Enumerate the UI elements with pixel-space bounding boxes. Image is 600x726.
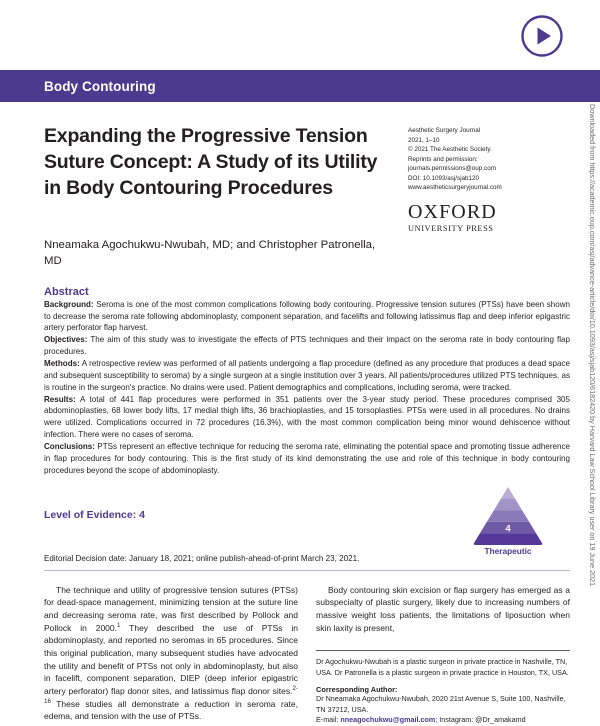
journal-copyright: © 2021 The Aesthetic Society. [408, 146, 492, 154]
intro-text-end: These studies all demonstrate a reduction in seroma rate, edema, and tension with the use of PTSs. [44, 698, 298, 722]
oup-logo-main: OXFORD [408, 200, 497, 223]
journal-volume: 2021, 1–10 [408, 136, 440, 144]
oup-logo-sub: UNIVERSITY PRESS [408, 223, 494, 233]
abstract-background-label: Background: [44, 299, 94, 309]
body-left-column [44, 584, 298, 726]
abstract-section [0, 270, 600, 477]
intro-text-pre: The technique and utility of progressive tension sutures (PTSs) for dead-space management, minimizing tension at the suture line and decreasing seroma rate, was first described by Pollock and Pollock in 2000. [44, 584, 298, 633]
abstract-objectives [44, 334, 570, 358]
abstract-methods-label: Methods: [44, 359, 80, 368]
intro-paragraph-left [44, 584, 298, 723]
abstract-background [44, 299, 570, 335]
abstract-heading: Abstract [44, 285, 89, 298]
intro-paragraph-right: Body contouring skin excision or flap surgery has emerged as a subspecialty of plastic surgery, likely due to increasing numbers of massive weight loss patients, the limitations of liposuction when skin laxity is present, [316, 584, 570, 633]
abstract-objectives-label: Objectives: [44, 335, 88, 345]
journal-meta-column [394, 124, 570, 270]
journal-permissions-email: journals.permissions@oup.com [408, 165, 496, 173]
journal-website: www.aestheticsurgeryjournal.com [408, 184, 502, 192]
journal-reprints-label: Reprints and permission: [408, 155, 478, 163]
citation-ref-1[interactable]: 1 [117, 621, 121, 629]
section-banner [0, 70, 600, 102]
level-of-evidence-row [0, 494, 600, 554]
abstract-results-text: A total of 441 flap procedures were performed in 351 patients over the 3-year study period. These procedures comprised 305 abdominoplasties, 68 lower body lifts, 17 medial thigh lifts, 36 brachioplasties, and 15 torsoplasties. PTSs were used in all procedures. No drains were utilized. Complications occurred in 72 procedures (16.3%), with the most common complication being minor wound dehiscence without infection. There were no cases of seroma. [44, 394, 570, 440]
abstract-conclusions [44, 441, 570, 477]
author-list: Nneamaka Agochukwu-Nwubah, MD; and Christopher Patronella, MD [44, 238, 376, 267]
page-title: Expanding the Progressive Tension Suture Concept: A Study of its Utility in Body Contouring Procedures [44, 125, 378, 199]
email-link[interactable]: nneagochukwu@gmail.com [340, 715, 436, 725]
abstract-objectives-text: The aim of this study was to investigate the effects of PTS techniques and their impact on the seroma rate in body contouring flap procedures. [44, 335, 571, 357]
footnote-box [316, 650, 570, 726]
body-right-column [316, 584, 570, 726]
level-of-evidence-label: Level of Evidence: 4 [44, 508, 145, 521]
abstract-background-text: Seroma is one of the most common complications following body contouring. Progressive tension sutures (PTSs) have been shown to decrease the seroma rate following abdominoplasty, component separation, and facelifts and following latissimus flap and deep inferior epigastric artery perforator flap harvest. [44, 299, 570, 333]
corresponding-author-label: Corresponding Author: [316, 685, 398, 695]
evidence-pyramid-caption: Therapeutic [484, 545, 532, 556]
author-affiliation: Dr Agochukwu-Nwubah is a plastic surgeon in private practice in Nashville, TN, USA. Dr Patronella is a plastic surgeon in private practice in Houston, TX, USA. [316, 657, 569, 677]
intro-text-mid: They described the use of PTSs in abdominoplasty, and reported no seromas in 65 procedures. Since this original publication, many subsequent studies have advocated the utility and benefit of PTSs not only in abdominoplasty, but also in facelift, component separation, DIEP (deep inferior epigastric artery perforator) flap donor sites, and latissimus flap donor sites. [44, 622, 299, 696]
play-circle-icon[interactable] [520, 14, 564, 58]
abstract-results [44, 394, 570, 441]
oxford-university-press-logo [408, 202, 570, 233]
email-label: E-mail: [316, 715, 341, 725]
corresponding-author-contact [316, 715, 570, 726]
title-row [0, 102, 600, 270]
editorial-decision-date: Editorial Decision date: January 18, 2021; online publish-ahead-of-print March 23, 2021. [44, 553, 360, 563]
abstract-conclusions-label: Conclusions: [44, 442, 95, 452]
instagram-handle: ; Instagram: @Dr_amakamd [435, 715, 526, 725]
page-topbar [0, 0, 600, 70]
body-columns [0, 571, 600, 726]
evidence-pyramid-graphic [472, 487, 544, 556]
download-watermark-text: Downloaded from https://academic.oup.com/asj/advance-article/doi/10.1093/asj/sjab120/6182420 by Harvard Law School Library user on 19 June 2021 [588, 104, 597, 587]
citation-ref-2[interactable]: 2-16 [44, 685, 298, 705]
corresponding-author-address: Dr Nneamaka Agochukwu-Nwubah, 2020 21st Avenue S, Suite 100, Nashville, TN 37212, USA. [316, 694, 566, 714]
abstract-methods [44, 358, 570, 394]
abstract-results-label: Results: [44, 394, 76, 404]
journal-doi: DOI: 10.1093/asj/sjab120 [408, 174, 480, 182]
abstract-conclusions-text: PTSs represent an effective technique for reducing the seroma rate, eliminating the potential space and promoting tissue adherence in flap procedures for body contouring. This is the first study of its kind demonstrating the use and role of this technique in body contouring procedures beyond the scope of abdominoplasty. [44, 442, 570, 475]
abstract-methods-text: A retrospective review was performed of all patients undergoing a flap procedure (defined as any procedure that produces a dead space and subsequent susceptibility to seroma) by a single surgeon at a single institution over 3 years. All patients/procedures utilized PTS techniques, as is routine in the surgeon's practice. No drains were used. Patient demographics and complications, including seroma, were tracked. [44, 359, 571, 392]
journal-name: Aesthetic Surgery Journal [408, 127, 481, 134]
evidence-pyramid-value: 4 [505, 522, 511, 534]
title-column [44, 124, 394, 270]
section-banner-label: Body Contouring [44, 78, 156, 94]
download-watermark [585, 104, 599, 720]
